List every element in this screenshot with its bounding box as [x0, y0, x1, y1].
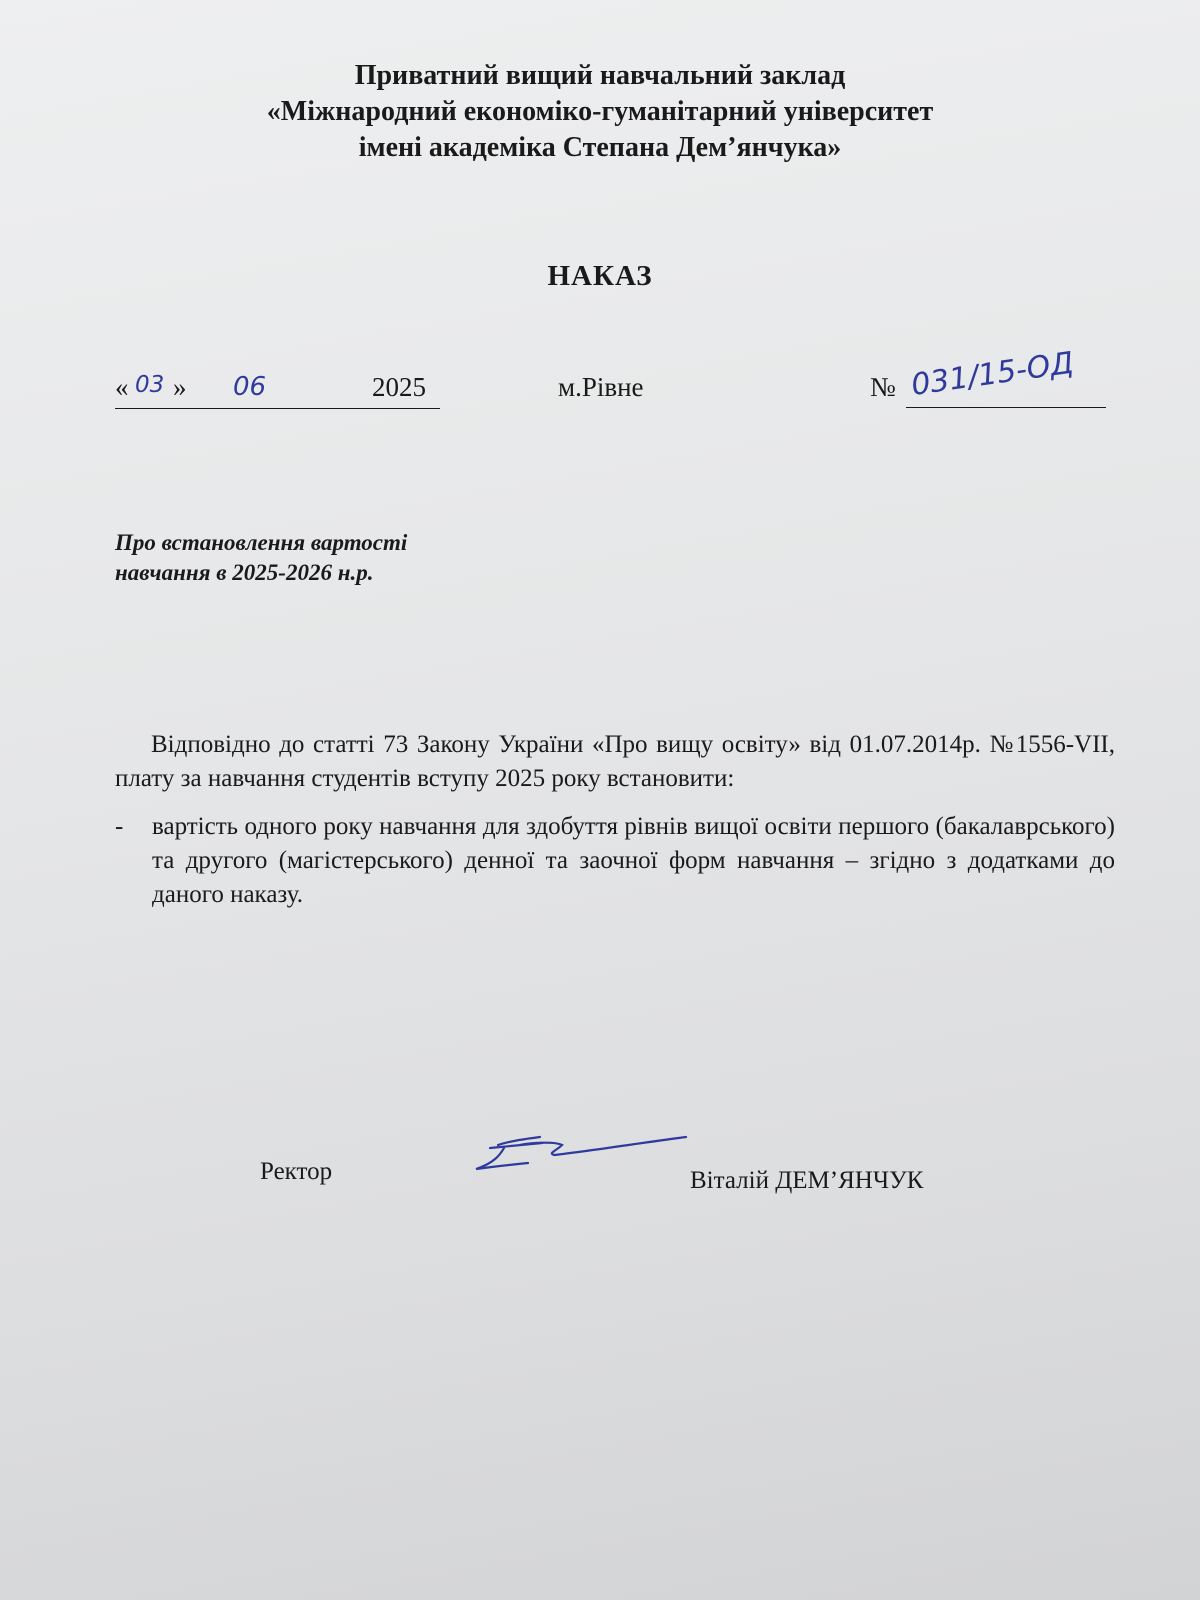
signatory-name: Віталій ДЕМ’ЯНЧУК [690, 1167, 924, 1194]
order-subject [115, 528, 407, 588]
bullet-text: вартість одного року навчання для здобуття рівнів вищої освіти першого (бакалаврського) та другого (магістерського) денної та заочної форм навчання – згідно з додатками до даного наказу. [152, 813, 1115, 908]
handwritten-month: 06 [233, 372, 267, 402]
number-underline [906, 407, 1106, 408]
institution-header [0, 58, 1200, 166]
date-quote-open: « [115, 372, 129, 402]
header-line-2: «Міжнародний економіко-гуманітарний університет [266, 96, 934, 127]
handwritten-order-number: 031/15-ОД [909, 345, 1076, 403]
subject-line-1: Про встановлення вартості [115, 530, 408, 555]
document-title: НАКАЗ [547, 260, 653, 292]
date-year: 2025 [372, 372, 426, 402]
order-body [115, 728, 1115, 912]
handwritten-signature [470, 1115, 690, 1185]
city: м.Рівне [558, 372, 644, 402]
signatory-title: Ректор [260, 1158, 333, 1185]
number-sign: № [870, 372, 896, 402]
header-line-1: Приватний вищий навчальний заклад [354, 60, 846, 91]
body-bullet-item [115, 810, 1115, 912]
handwritten-day: 03 [135, 372, 165, 398]
header-line-3: імені академіка Степана Дем’янчука» [358, 132, 842, 163]
order-number-field [870, 345, 1115, 408]
body-paragraph: Відповідно до статті 73 Закону України «Про вищу освіту» від 01.07.2014р. №1556-VII, плату за навчання студентів вступу 2025 року встановити: [115, 731, 1115, 792]
bullet-marker: - [115, 813, 124, 840]
date-quote-close: » [173, 372, 187, 402]
subject-line-2: навчання в 2025-2026 н.р. [115, 560, 374, 585]
date-field [115, 372, 440, 409]
